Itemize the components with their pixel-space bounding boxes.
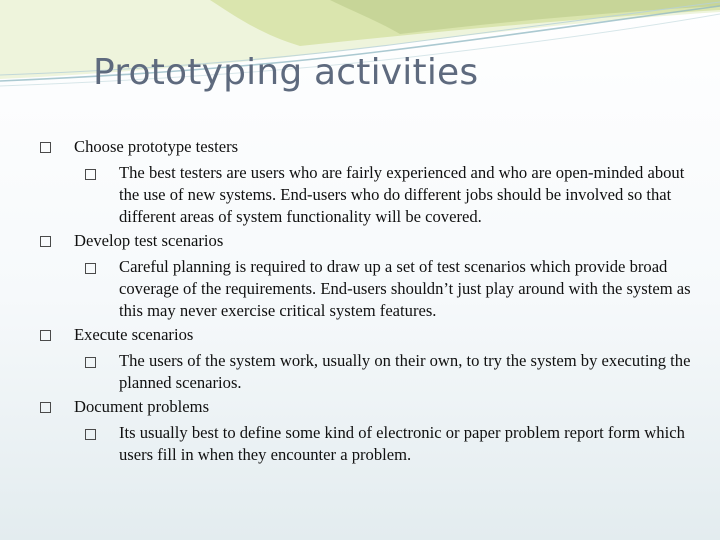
slide-title: Prototyping activities [93,52,479,93]
square-bullet-icon [85,357,96,368]
sub-bullet-text: Its usually best to define some kind of electronic or paper problem report form which users fill in when they encounter a problem. [119,423,685,464]
sub-bullet-item [0,162,720,228]
sub-bullet-text: Careful planning is required to draw up a set of test scenarios which provide broad coverage of the requirements. End-users shouldn’t just play around with the system as this may never exercise critical system features. [119,257,691,320]
square-bullet-icon [85,429,96,440]
square-bullet-icon [85,169,96,180]
bullet-item [0,136,720,158]
square-bullet-icon [40,236,51,247]
bullet-text: Document problems [74,397,210,416]
square-bullet-icon [85,263,96,274]
sub-bullet-text: The best testers are users who are fairly experienced and who are open-minded about the use of new systems. End-users who do different jobs should be involved so that different areas of system functionality will be covered. [119,163,685,226]
square-bullet-icon [40,142,51,153]
bullet-text: Develop test scenarios [74,231,224,250]
sub-bullet-item [0,422,720,466]
bullet-text: Execute scenarios [74,325,194,344]
square-bullet-icon [40,330,51,341]
square-bullet-icon [40,402,51,413]
bullet-text: Choose prototype testers [74,137,239,156]
bullet-item [0,230,720,252]
bullet-list [0,136,720,466]
sub-bullet-item [0,350,720,394]
sub-bullet-text: The users of the system work, usually on their own, to try the system by executing the planned scenarios. [119,351,691,392]
bullet-item [0,396,720,418]
bullet-item [0,324,720,346]
sub-bullet-item [0,256,720,322]
